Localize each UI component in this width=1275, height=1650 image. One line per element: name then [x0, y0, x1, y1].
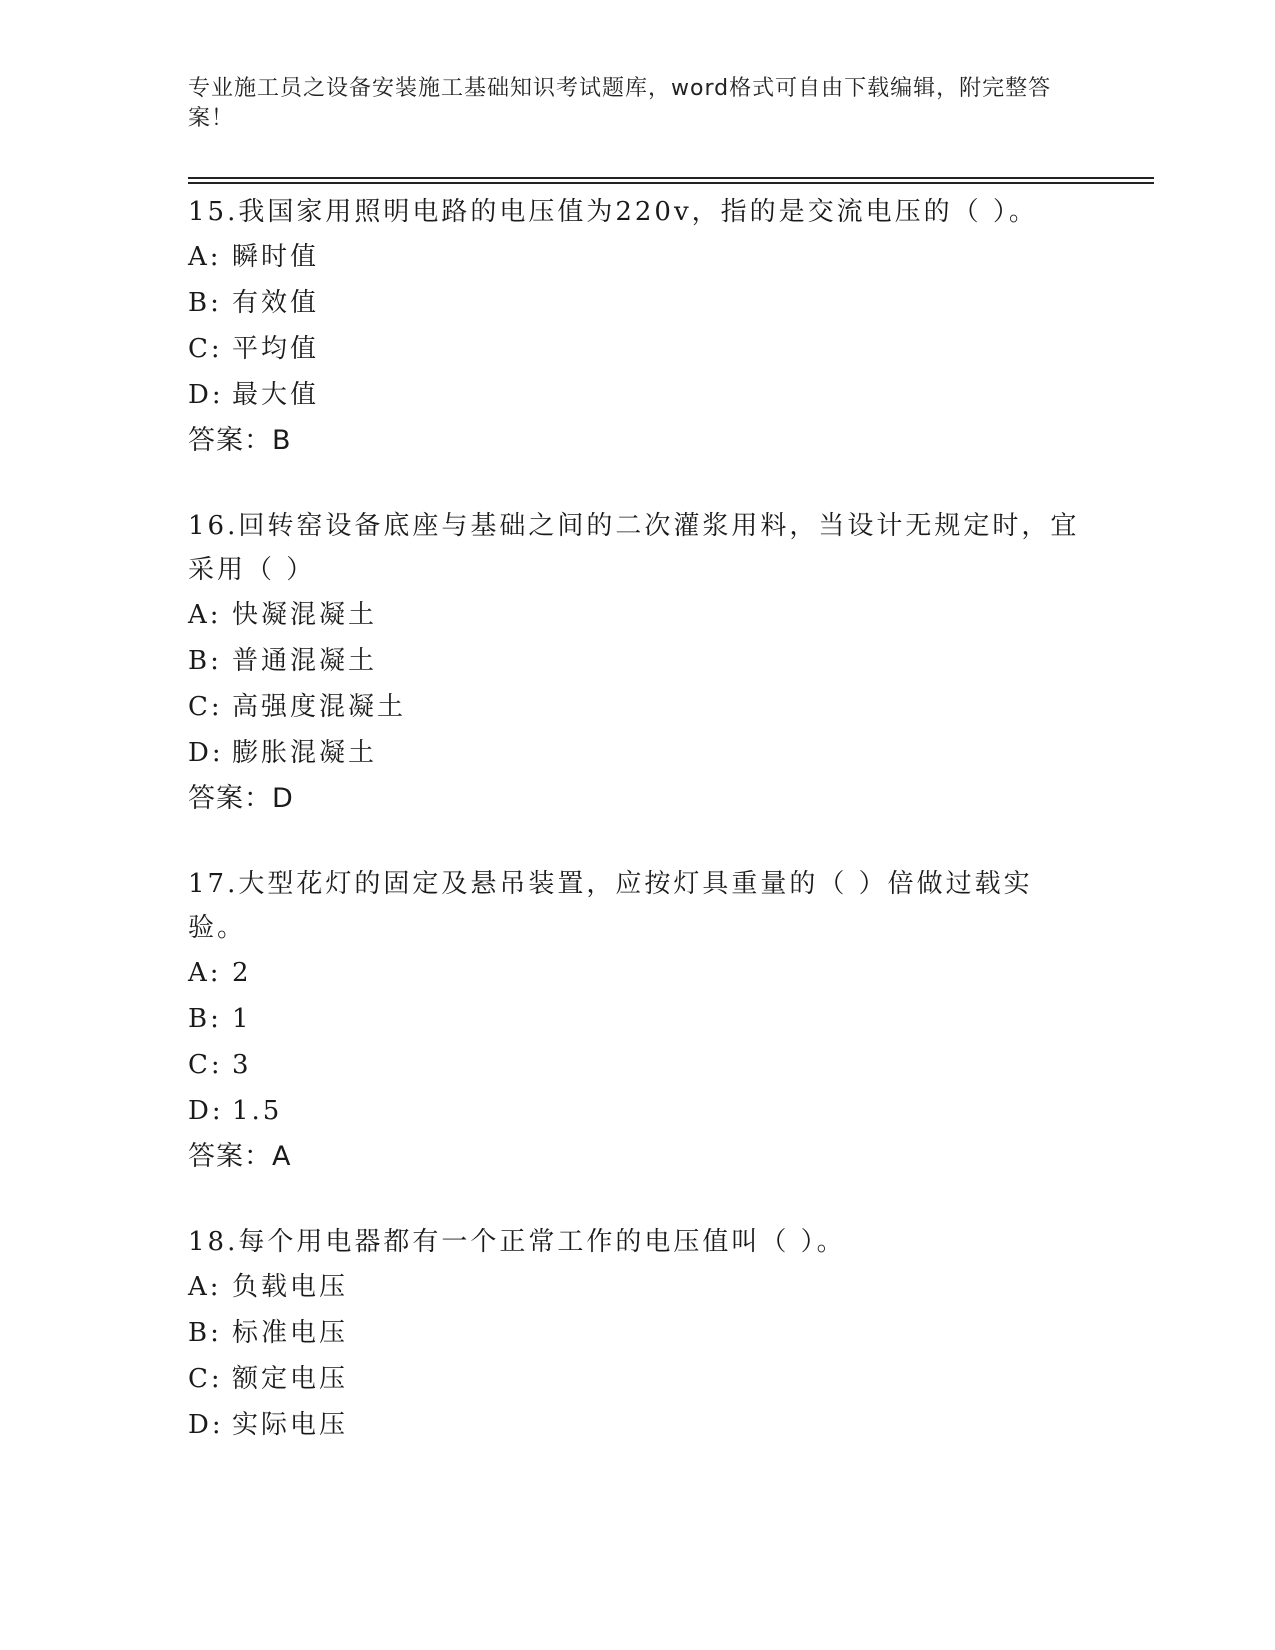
question-17 — [188, 860, 1088, 1180]
option-d — [188, 372, 1088, 418]
option-text: 快凝混凝土 — [232, 600, 378, 630]
question-text: 15.我国家用照明电路的电压值为220v，指的是交流电压的（ ）。 — [188, 197, 1038, 227]
option-d — [188, 1088, 1088, 1134]
option-letter: A: — [188, 1272, 222, 1302]
option-letter: A: — [188, 242, 222, 272]
answer-line: 答案：B — [188, 425, 292, 456]
question-15 — [188, 188, 1088, 464]
option-letter: D: — [188, 1096, 224, 1126]
option-c — [188, 1356, 1088, 1402]
option-c — [188, 326, 1088, 372]
option-a — [188, 592, 1088, 638]
option-a — [188, 234, 1088, 280]
option-letter: C: — [188, 1364, 223, 1394]
question-list — [188, 188, 1088, 1486]
option-b — [188, 996, 1088, 1042]
question-18 — [188, 1218, 1088, 1448]
option-letter: B: — [188, 646, 222, 676]
option-letter: A: — [188, 958, 222, 988]
question-text: 16.回转窑设备底座与基础之间的二次灌浆用料，当设计无规定时，宜采用（ ） — [188, 511, 1080, 585]
question-text: 17.大型花灯的固定及悬吊装置，应按灯具重量的（ ）倍做过载实验。 — [188, 869, 1033, 943]
option-letter: D: — [188, 738, 224, 768]
option-text: 2 — [232, 958, 252, 988]
option-c — [188, 684, 1088, 730]
option-text: 平均值 — [232, 334, 320, 364]
option-letter: C: — [188, 1050, 223, 1080]
question-16 — [188, 502, 1088, 822]
option-text: 负载电压 — [232, 1272, 349, 1302]
option-b — [188, 280, 1088, 326]
option-letter: D: — [188, 380, 224, 410]
document-header: 专业施工员之设备安装施工基础知识考试题库，word格式可自由下载编辑，附完整答案！ — [188, 76, 1052, 131]
header-divider-top — [188, 177, 1154, 179]
answer-line: 答案：D — [188, 783, 294, 814]
option-b — [188, 1310, 1088, 1356]
option-text: 3 — [232, 1050, 252, 1080]
option-letter: B: — [188, 1004, 222, 1034]
option-text: 有效值 — [232, 288, 320, 318]
option-letter: D: — [188, 1410, 224, 1440]
option-text: 标准电压 — [232, 1318, 349, 1348]
option-letter: A: — [188, 600, 222, 630]
option-text: 实际电压 — [232, 1410, 349, 1440]
question-text: 18.每个用电器都有一个正常工作的电压值叫（ ）。 — [188, 1227, 846, 1257]
option-a — [188, 950, 1088, 996]
option-text: 瞬时值 — [232, 242, 320, 272]
option-b — [188, 638, 1088, 684]
option-text: 高强度混凝土 — [232, 692, 407, 722]
option-text: 最大值 — [232, 380, 320, 410]
option-letter: C: — [188, 692, 223, 722]
answer-line: 答案：A — [188, 1141, 292, 1172]
option-c — [188, 1042, 1088, 1088]
option-text: 普通混凝土 — [232, 646, 378, 676]
option-text: 额定电压 — [232, 1364, 349, 1394]
option-a — [188, 1264, 1088, 1310]
option-letter: C: — [188, 334, 223, 364]
option-letter: B: — [188, 288, 222, 318]
option-d — [188, 730, 1088, 776]
header-divider-bottom — [188, 182, 1154, 184]
option-letter: B: — [188, 1318, 222, 1348]
option-text: 1 — [232, 1004, 252, 1034]
option-d — [188, 1402, 1088, 1448]
option-text: 1.5 — [232, 1096, 283, 1126]
option-text: 膨胀混凝土 — [232, 738, 378, 768]
